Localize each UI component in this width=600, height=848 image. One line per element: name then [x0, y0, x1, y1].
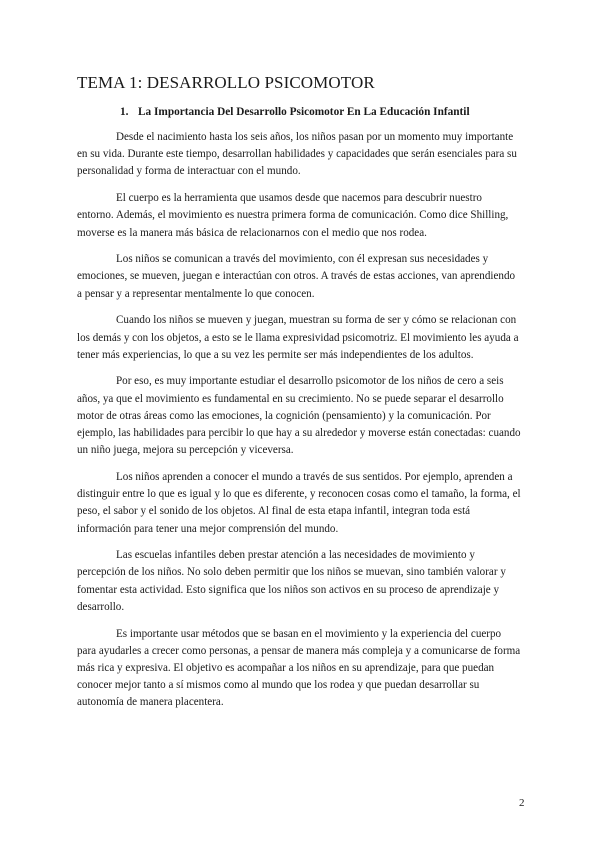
paragraph-1: Desde el nacimiento hasta los seis años, los niños pasan por un momento muy importante en su vida. Durante este tiempo, desarrollan habilidades y capacidades que serán esenciales para su personalidad y forma de interactuar con el mundo. — [77, 131, 517, 178]
section-heading — [120, 106, 470, 118]
paragraph-4: Cuando los niños se mueven y juegan, muestran su forma de ser y cómo se relacionan con los demás y con los objetos, a esto se le llama expresividad psicomotriz. El movimiento les ayuda a tener más experiencias, lo que a su vez les permite ser más independientes de los adultos. — [77, 314, 519, 361]
section-number: 1. — [120, 106, 129, 118]
section-heading-text: La Importancia Del Desarrollo Psicomotor En La Educación Infantil — [138, 106, 470, 118]
paragraph-8: Es importante usar métodos que se basan en el movimiento y la experiencia del cuerpo para ayudarles a crecer como personas, a pensar de manera más compleja y a comunicarse de forma más rica y expresiva. El objetivo es acompañar a los niños en su aprendizaje, para que puedan conocer mejor tanto a sí mismos como al mundo que los rodea y que puedan desarrollar su autonomía de manera placentera. — [77, 627, 521, 709]
paragraph-5: Por eso, es muy importante estudiar el desarrollo psicomotor de los niños de cero a seis años, ya que el movimiento es fundamental en su crecimiento. No se puede separar el desarrollo motor de otras áreas como las emociones, la cognición (pensamiento) y la comunicación. Por ejemplo, las habilidades para percibir lo que hay a su alrededor y moverse están conectadas: cuando un niño juega, mejora su percepción y viceversa. — [77, 375, 521, 457]
document-title: TEMA 1: DESARROLLO PSICOMOTOR — [77, 73, 375, 92]
body-text — [77, 129, 521, 721]
paragraph-3: Los niños se comunican a través del movimiento, con él expresan sus necesidades y emociones, se mueven, juegan e interactúan con otros. A través de estas acciones, van aprendiendo a pensar y a representar mentalmente lo que conocen. — [77, 253, 516, 300]
paragraph-2: El cuerpo es la herramienta que usamos desde que nacemos para descubrir nuestro entorno. Además, el movimiento es nuestra primera forma de comunicación. Como dice Shilling, moverse es la manera más básica de relacionarnos con el medio que nos rodea. — [77, 192, 509, 239]
paragraph-6: Los niños aprenden a conocer el mundo a través de sus sentidos. Por ejemplo, aprenden a distinguir entre lo que es igual y lo que es diferente, y reconocen cosas como el tamaño, la forma, el peso, el sabor y el sonido de los objetos. Al final de esta etapa infantil, integran toda está información para tener una mejor comprensión del mundo. — [77, 470, 521, 535]
paragraph-7: Las escuelas infantiles deben prestar atención a las necesidades de movimiento y percepción de los niños. No solo deben permitir que los niños se muevan, sino también valorar y fomentar esta actividad. Esto significa que los niños son activos en su proceso de aprendizaje y desarrollo. — [77, 549, 506, 613]
page-number: 2 — [519, 797, 525, 809]
